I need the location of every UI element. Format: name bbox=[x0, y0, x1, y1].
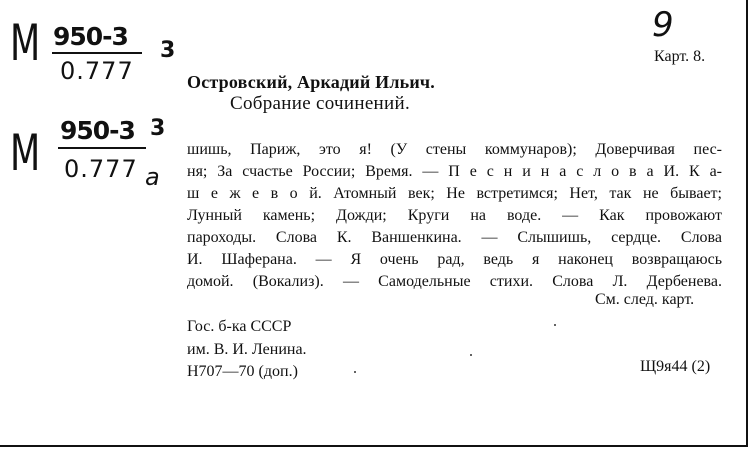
handwritten-numerator-1: 950-3 bbox=[53, 22, 128, 51]
contents-line: ш е ж е в о й. Атомный век; Не встретимся; Нет, так не бывает; bbox=[187, 185, 722, 202]
handwritten-letter-2: M bbox=[10, 124, 41, 182]
handwritten-copy-1: 3 bbox=[160, 38, 176, 63]
fraction-line-2 bbox=[58, 147, 146, 149]
work-title: Собрание сочинений. bbox=[230, 93, 411, 114]
handwritten-copy-2: 3 bbox=[150, 116, 166, 141]
handwritten-letter-1: M bbox=[10, 14, 41, 72]
contents-line: Лунный камень; Дожди; Круги на воде. — Как провожают bbox=[187, 207, 722, 224]
library-line: им. В. И. Ленина. bbox=[187, 341, 307, 358]
contents-line: пароходы. Слова К. Ваншенкина. — Слышишь, сердце. Слова bbox=[187, 229, 722, 246]
author-heading: Островский, Аркадий Ильич. bbox=[187, 72, 435, 92]
library-line: Гос. б-ка СССР bbox=[187, 318, 292, 335]
shelf-code: Щ9я44 (2) bbox=[640, 358, 711, 375]
handwritten-denominator-2: 0.777 bbox=[64, 155, 138, 183]
card-number: Карт. 8. bbox=[654, 48, 706, 65]
handwritten-numerator-2: 950-3 bbox=[60, 116, 135, 145]
scan-speck bbox=[554, 324, 556, 326]
fraction-line-1 bbox=[52, 52, 142, 54]
contents-line: домой. (Вокализ). — Самодельные стихи. Слова Л. Дербенева. bbox=[187, 273, 722, 290]
handwritten-denominator-1: 0.777 bbox=[60, 57, 134, 85]
handwritten-page-number: 9 bbox=[652, 5, 674, 45]
handwritten-suffix-2: a bbox=[145, 163, 160, 191]
continued-note: См. след. карт. bbox=[595, 291, 695, 308]
library-line: Н707—70 (доп.) bbox=[187, 363, 298, 380]
scan-speck bbox=[354, 371, 356, 373]
contents-line: И. Шаферана. — Я очень рад, ведь я наконец возвращаюсь bbox=[187, 251, 722, 268]
contents-line: шишь, Париж, это я! (У стены коммунаров); Доверчивая пес- bbox=[187, 141, 722, 158]
scan-speck bbox=[470, 354, 472, 356]
contents-line: ня; За счастье России; Время. — П е с н и н а с л о в а И. К а- bbox=[187, 163, 722, 180]
